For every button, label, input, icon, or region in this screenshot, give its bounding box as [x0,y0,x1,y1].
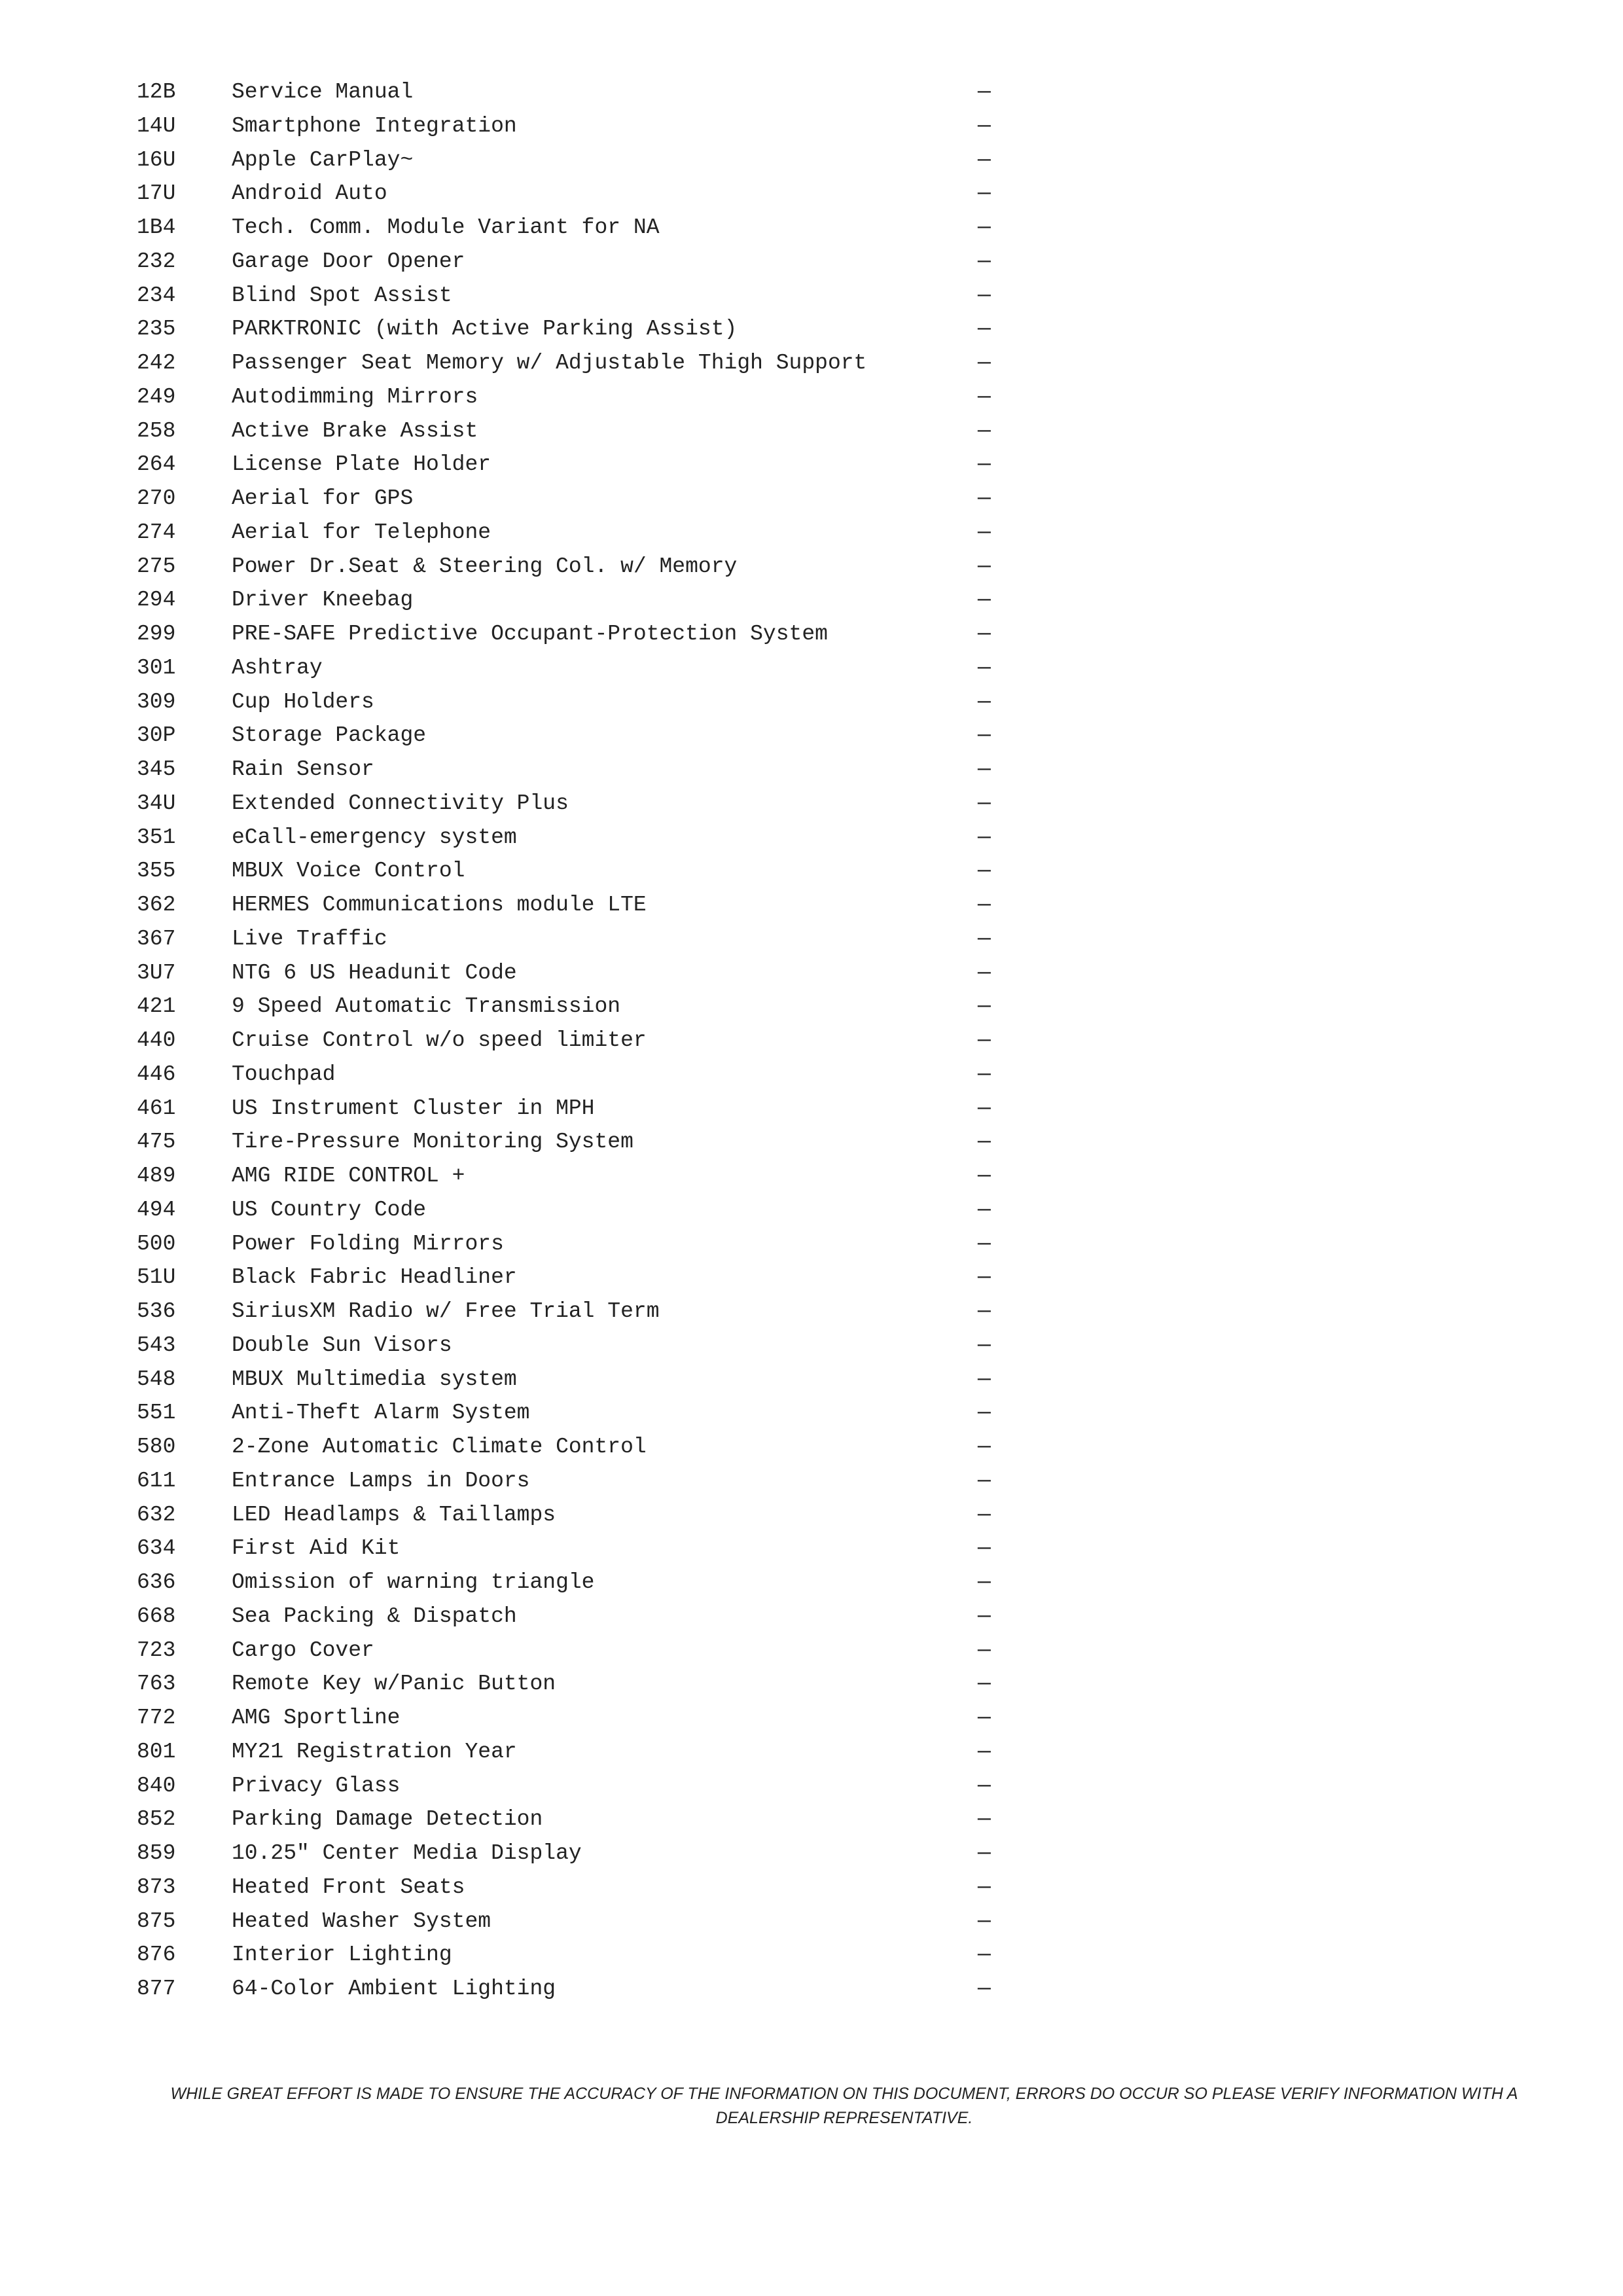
option-description: Tech. Comm. Module Variant for NA [232,215,660,240]
option-price: — [978,622,991,646]
option-code: 30P [137,723,176,748]
option-row [137,346,1014,380]
option-price: — [978,960,991,985]
option-description: Passenger Seat Memory w/ Adjustable Thigh Support [232,351,867,375]
option-description: Garage Door Opener [232,249,465,274]
option-code: 475 [137,1130,176,1155]
option-row [137,1871,1014,1905]
option-list [137,75,1014,2006]
option-price: — [978,283,991,308]
option-code: 873 [137,1874,176,1899]
option-description: Autodimming Mirrors [232,384,478,409]
option-row [137,1125,1014,1159]
option-code: 772 [137,1706,176,1730]
option-price: — [978,486,991,511]
option-row [137,1769,1014,1803]
option-price: — [978,215,991,240]
option-row [137,516,1014,550]
option-description: Anti-Theft Alarm System [232,1401,530,1426]
option-row [137,821,1014,855]
option-price: — [978,351,991,375]
option-description: Heated Washer System [232,1909,491,1933]
option-row [137,1464,1014,1498]
option-row [137,1803,1014,1837]
option-description: US Instrument Cluster in MPH [232,1096,595,1121]
option-price: — [978,113,991,138]
option-row [137,1193,1014,1227]
option-row [137,1024,1014,1058]
option-description: PARKTRONIC (with Active Parking Assist) [232,317,738,342]
option-code: 294 [137,588,176,613]
option-row [137,414,1014,448]
option-row [137,312,1014,346]
option-row [137,482,1014,516]
option-code: 580 [137,1435,176,1459]
option-description: Black Fabric Headliner [232,1265,517,1290]
option-price: — [978,1773,991,1798]
option-description: Power Dr.Seat & Steering Col. w/ Memory [232,554,738,579]
option-code: 1B4 [137,215,176,240]
option-row [137,990,1014,1024]
option-description: Privacy Glass [232,1773,401,1798]
option-row [137,1634,1014,1668]
option-description: Entrance Lamps in Doors [232,1468,530,1493]
option-code: 611 [137,1468,176,1493]
option-price: — [978,757,991,781]
option-price: — [978,1706,991,1730]
option-price: — [978,926,991,951]
option-price: — [978,1130,991,1155]
option-code: 801 [137,1739,176,1764]
option-row [137,1667,1014,1701]
option-price: — [978,520,991,545]
option-code: 634 [137,1536,176,1561]
option-code: 14U [137,113,176,138]
option-row [137,1396,1014,1430]
option-price: — [978,1909,991,1933]
option-description: Android Auto [232,181,387,206]
disclaimer-line-2: DEALERSHIP REPRESENTATIVE. [715,2109,973,2127]
option-code: 345 [137,757,176,781]
option-code: 16U [137,147,176,172]
option-price: — [978,147,991,172]
option-price: — [978,452,991,477]
option-row [137,854,1014,888]
disclaimer-line-1: WHILE GREAT EFFORT IS MADE TO ENSURE THE ACCURACY OF THE INFORMATION ON THIS DOCUMENT, ERRORS DO OCCUR SO PLEASE VERIFY INFORMATION WITH A [170,2085,1518,2103]
option-code: 51U [137,1265,176,1290]
option-code: 494 [137,1197,176,1222]
option-code: 274 [137,520,176,545]
option-row [137,888,1014,922]
option-description: HERMES Communications module LTE [232,893,647,917]
option-description: Rain Sensor [232,757,374,781]
option-description: Touchpad [232,1062,336,1086]
option-description: Aerial for Telephone [232,520,491,545]
option-price: — [978,1028,991,1052]
option-price: — [978,554,991,579]
option-price: — [978,1604,991,1628]
option-description: Cup Holders [232,689,374,714]
option-description: Cruise Control w/o speed limiter [232,1028,647,1052]
option-row [137,1735,1014,1769]
option-code: 446 [137,1062,176,1086]
option-row [137,922,1014,956]
option-description: 64-Color Ambient Lighting [232,1977,556,2001]
option-code: 852 [137,1807,176,1832]
option-row [137,245,1014,279]
option-code: 461 [137,1096,176,1121]
option-row [137,617,1014,651]
option-code: 3U7 [137,960,176,985]
option-row [137,143,1014,177]
option-price: — [978,859,991,884]
option-price: — [978,1943,991,1967]
option-row [137,1600,1014,1634]
option-code: 840 [137,1773,176,1798]
option-row [137,1363,1014,1397]
option-price: — [978,1401,991,1426]
option-row [137,1905,1014,1939]
option-description: PRE-SAFE Predictive Occupant-Protection System [232,622,828,646]
option-description: NTG 6 US Headunit Code [232,960,517,985]
option-row [137,1430,1014,1464]
option-price: — [978,1570,991,1594]
option-code: 34U [137,791,176,816]
option-code: 367 [137,926,176,951]
option-code: 668 [137,1604,176,1628]
option-description: Tire-Pressure Monitoring System [232,1130,633,1155]
option-description: US Country Code [232,1197,427,1222]
option-row [137,109,1014,143]
option-description: Heated Front Seats [232,1874,465,1899]
option-price: — [978,1231,991,1256]
option-code: 242 [137,351,176,375]
option-row [137,1701,1014,1735]
option-description: 10.25" Center Media Display [232,1841,582,1865]
option-code: 258 [137,418,176,443]
option-description: SiriusXM Radio w/ Free Trial Term [232,1299,660,1323]
option-description: Sea Packing & Dispatch [232,1604,517,1628]
option-price: — [978,825,991,850]
option-code: 362 [137,893,176,917]
option-code: 301 [137,655,176,680]
option-description: eCall-emergency system [232,825,517,850]
option-description: Cargo Cover [232,1638,374,1662]
option-row [137,1972,1014,2006]
option-description: Smartphone Integration [232,113,517,138]
option-description: MBUX Voice Control [232,859,465,884]
option-price: — [978,1435,991,1459]
option-code: 355 [137,859,176,884]
option-code: 876 [137,1943,176,1967]
option-price: — [978,689,991,714]
option-row [137,177,1014,211]
option-row [137,1498,1014,1532]
option-price: — [978,181,991,206]
option-row [137,753,1014,787]
option-price: — [978,1977,991,2001]
option-code: 421 [137,994,176,1019]
option-row [137,583,1014,617]
option-price: — [978,1739,991,1764]
option-code: 232 [137,249,176,274]
option-code: 264 [137,452,176,477]
option-price: — [978,317,991,342]
option-price: — [978,1536,991,1561]
option-row [137,1261,1014,1295]
option-row [137,1566,1014,1600]
option-description: AMG Sportline [232,1706,401,1730]
option-code: 877 [137,1977,176,2001]
option-code: 12B [137,80,176,104]
option-row [137,1092,1014,1126]
option-description: Driver Kneebag [232,588,414,613]
option-description: Extended Connectivity Plus [232,791,569,816]
option-code: 875 [137,1909,176,1933]
option-description: Apple CarPlay~ [232,147,414,172]
option-description: Interior Lighting [232,1943,452,1967]
option-code: 309 [137,689,176,714]
option-description: Active Brake Assist [232,418,478,443]
option-row [137,719,1014,753]
option-code: 249 [137,384,176,409]
option-price: — [978,1164,991,1188]
option-price: — [978,1299,991,1323]
option-row [137,1938,1014,1972]
option-row [137,550,1014,584]
option-code: 235 [137,317,176,342]
option-price: — [978,1265,991,1290]
option-price: — [978,418,991,443]
option-description: Aerial for GPS [232,486,414,511]
option-description: LED Headlamps & Taillamps [232,1502,556,1527]
option-row [137,685,1014,719]
option-code: 17U [137,181,176,206]
option-code: 723 [137,1638,176,1662]
option-price: — [978,249,991,274]
option-price: — [978,384,991,409]
option-price: — [978,655,991,680]
option-description: Service Manual [232,80,414,104]
option-description: Ashtray [232,655,323,680]
option-code: 489 [137,1164,176,1188]
option-row [137,380,1014,414]
option-row [137,651,1014,685]
option-row [137,1058,1014,1092]
option-price: — [978,1197,991,1222]
disclaimer [131,2082,1558,2130]
option-price: — [978,893,991,917]
option-row [137,75,1014,109]
option-code: 440 [137,1028,176,1052]
option-description: AMG RIDE CONTROL + [232,1164,465,1188]
option-price: — [978,80,991,104]
option-code: 234 [137,283,176,308]
option-description: First Aid Kit [232,1536,401,1561]
option-row [137,956,1014,990]
option-price: — [978,791,991,816]
option-description: Double Sun Visors [232,1333,452,1357]
option-code: 763 [137,1672,176,1696]
option-price: — [978,1841,991,1865]
option-row [137,448,1014,482]
option-price: — [978,723,991,748]
option-row [137,211,1014,245]
option-price: — [978,1502,991,1527]
option-description: Live Traffic [232,926,387,951]
option-code: 632 [137,1502,176,1527]
option-price: — [978,1333,991,1357]
option-description: License Plate Holder [232,452,491,477]
option-code: 536 [137,1299,176,1323]
option-price: — [978,1367,991,1391]
option-code: 636 [137,1570,176,1594]
option-description: Remote Key w/Panic Button [232,1672,556,1696]
option-description: Blind Spot Assist [232,283,452,308]
option-code: 275 [137,554,176,579]
option-description: Omission of warning triangle [232,1570,595,1594]
option-description: Parking Damage Detection [232,1807,543,1832]
option-code: 859 [137,1841,176,1865]
option-price: — [978,1672,991,1696]
option-code: 543 [137,1333,176,1357]
option-row [137,279,1014,313]
option-row [137,787,1014,821]
option-description: 9 Speed Automatic Transmission [232,994,621,1019]
option-code: 299 [137,622,176,646]
option-row [137,1159,1014,1193]
option-code: 551 [137,1401,176,1426]
option-price: — [978,1468,991,1493]
option-row [137,1532,1014,1566]
option-description: MY21 Registration Year [232,1739,517,1764]
option-description: 2-Zone Automatic Climate Control [232,1435,647,1459]
option-code: 500 [137,1231,176,1256]
option-price: — [978,1807,991,1832]
option-price: — [978,1062,991,1086]
option-row [137,1329,1014,1363]
option-description: Power Folding Mirrors [232,1231,504,1256]
option-code: 351 [137,825,176,850]
option-description: Storage Package [232,723,427,748]
option-description: MBUX Multimedia system [232,1367,517,1391]
option-code: 270 [137,486,176,511]
option-row [137,1837,1014,1871]
option-row [137,1227,1014,1261]
option-price: — [978,1874,991,1899]
option-price: — [978,1638,991,1662]
option-code: 548 [137,1367,176,1391]
option-price: — [978,994,991,1019]
option-price: — [978,1096,991,1121]
option-row [137,1295,1014,1329]
option-price: — [978,588,991,613]
